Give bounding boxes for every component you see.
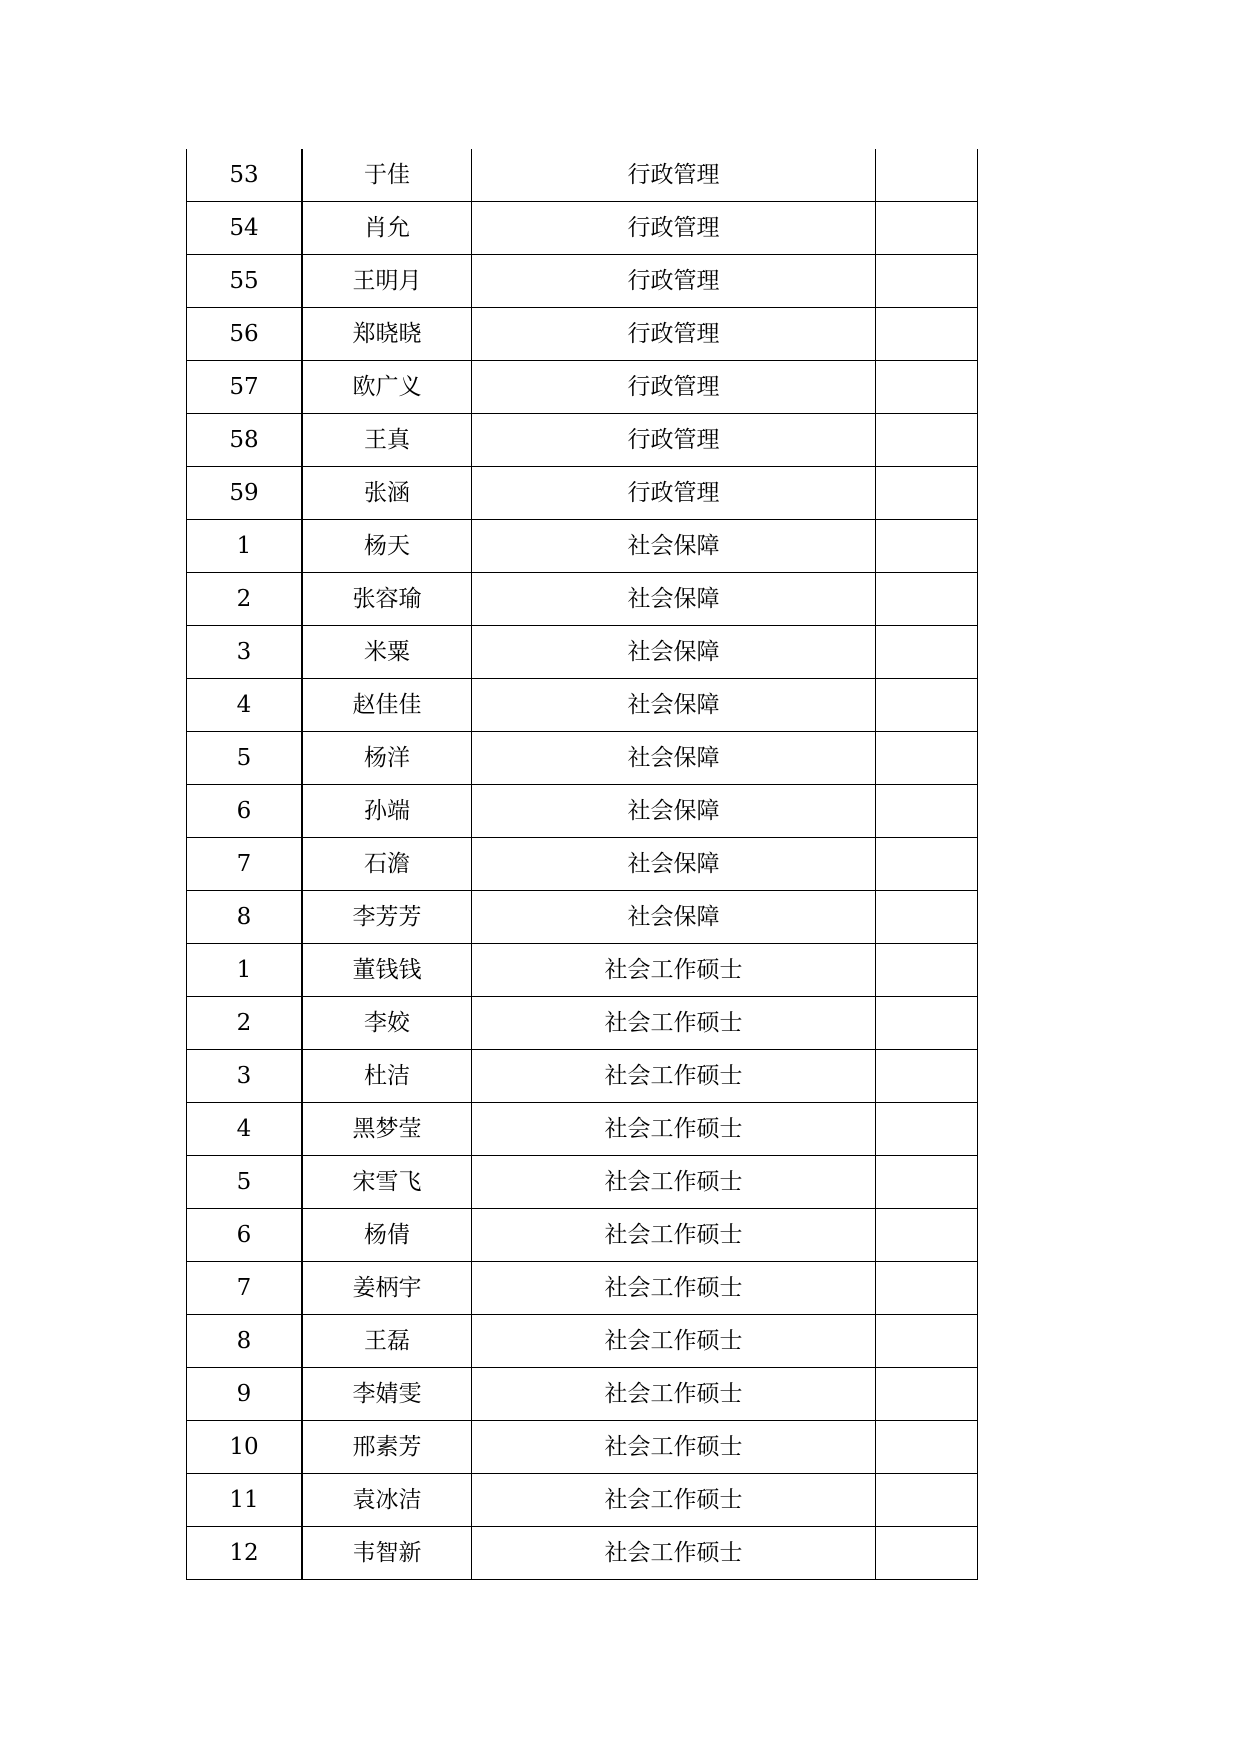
- major-cell: 社会工作硕士: [472, 1262, 876, 1315]
- row-number-cell: 2: [187, 997, 303, 1050]
- row-number-cell: 56: [187, 308, 303, 361]
- remark-cell: [876, 308, 978, 361]
- student-name-cell: 杜洁: [302, 1050, 472, 1103]
- major-cell: 行政管理: [472, 202, 876, 255]
- remark-cell: [876, 679, 978, 732]
- table-row: [187, 1315, 978, 1368]
- remark-cell: [876, 1262, 978, 1315]
- student-name-cell: 石澹: [302, 838, 472, 891]
- major-cell: 社会工作硕士: [472, 1421, 876, 1474]
- table-row: [187, 202, 978, 255]
- remark-cell: [876, 414, 978, 467]
- remark-cell: [876, 1527, 978, 1580]
- student-name-cell: 董钱钱: [302, 944, 472, 997]
- major-cell: 社会保障: [472, 785, 876, 838]
- row-number-cell: 12: [187, 1527, 303, 1580]
- remark-cell: [876, 1368, 978, 1421]
- row-number-cell: 57: [187, 361, 303, 414]
- student-name-cell: 张涵: [302, 467, 472, 520]
- table-row: [187, 626, 978, 679]
- student-name-cell: 韦智新: [302, 1527, 472, 1580]
- table-row: [187, 1527, 978, 1580]
- table-row: [187, 1103, 978, 1156]
- major-cell: 行政管理: [472, 255, 876, 308]
- remark-cell: [876, 1421, 978, 1474]
- major-cell: 社会工作硕士: [472, 1209, 876, 1262]
- table-row: [187, 414, 978, 467]
- remark-cell: [876, 1474, 978, 1527]
- student-name-cell: 王真: [302, 414, 472, 467]
- table-row: [187, 785, 978, 838]
- major-cell: 社会工作硕士: [472, 944, 876, 997]
- row-number-cell: 8: [187, 1315, 303, 1368]
- row-number-cell: 8: [187, 891, 303, 944]
- student-name-cell: 邢素芳: [302, 1421, 472, 1474]
- row-number-cell: 59: [187, 467, 303, 520]
- row-number-cell: 3: [187, 1050, 303, 1103]
- row-number-cell: 55: [187, 255, 303, 308]
- remark-cell: [876, 1103, 978, 1156]
- remark-cell: [876, 732, 978, 785]
- row-number-cell: 1: [187, 520, 303, 573]
- remark-cell: [876, 1156, 978, 1209]
- major-cell: 社会保障: [472, 838, 876, 891]
- table-row: [187, 308, 978, 361]
- major-cell: 行政管理: [472, 414, 876, 467]
- row-number-cell: 4: [187, 1103, 303, 1156]
- table-row: [187, 997, 978, 1050]
- remark-cell: [876, 891, 978, 944]
- table-row: [187, 1262, 978, 1315]
- student-name-cell: 姜柄宇: [302, 1262, 472, 1315]
- major-cell: 社会保障: [472, 520, 876, 573]
- student-name-cell: 李芳芳: [302, 891, 472, 944]
- row-number-cell: 7: [187, 1262, 303, 1315]
- major-cell: 社会保障: [472, 573, 876, 626]
- row-number-cell: 10: [187, 1421, 303, 1474]
- remark-cell: [876, 573, 978, 626]
- table-row: [187, 149, 978, 202]
- table-row: [187, 838, 978, 891]
- major-cell: 行政管理: [472, 361, 876, 414]
- student-name-cell: 杨洋: [302, 732, 472, 785]
- major-cell: 行政管理: [472, 467, 876, 520]
- student-name-cell: 李姣: [302, 997, 472, 1050]
- student-name-cell: 张容瑜: [302, 573, 472, 626]
- student-name-cell: 李婧雯: [302, 1368, 472, 1421]
- remark-cell: [876, 944, 978, 997]
- table-body: [187, 149, 978, 1580]
- major-cell: 社会工作硕士: [472, 1474, 876, 1527]
- row-number-cell: 11: [187, 1474, 303, 1527]
- row-number-cell: 54: [187, 202, 303, 255]
- student-name-cell: 黑梦莹: [302, 1103, 472, 1156]
- table-row: [187, 679, 978, 732]
- remark-cell: [876, 838, 978, 891]
- row-number-cell: 2: [187, 573, 303, 626]
- row-number-cell: 4: [187, 679, 303, 732]
- row-number-cell: 58: [187, 414, 303, 467]
- student-name-cell: 王明月: [302, 255, 472, 308]
- student-name-cell: 杨天: [302, 520, 472, 573]
- table-row: [187, 1421, 978, 1474]
- student-name-cell: 赵佳佳: [302, 679, 472, 732]
- row-number-cell: 6: [187, 785, 303, 838]
- row-number-cell: 1: [187, 944, 303, 997]
- major-cell: 社会工作硕士: [472, 1527, 876, 1580]
- student-name-cell: 米粟: [302, 626, 472, 679]
- table-row: [187, 255, 978, 308]
- student-name-cell: 欧广义: [302, 361, 472, 414]
- row-number-cell: 5: [187, 1156, 303, 1209]
- major-cell: 社会保障: [472, 679, 876, 732]
- remark-cell: [876, 520, 978, 573]
- major-cell: 行政管理: [472, 308, 876, 361]
- row-number-cell: 7: [187, 838, 303, 891]
- row-number-cell: 9: [187, 1368, 303, 1421]
- table-row: [187, 732, 978, 785]
- name-list-table: [186, 149, 978, 1580]
- major-cell: 社会保障: [472, 891, 876, 944]
- table-row: [187, 361, 978, 414]
- major-cell: 社会工作硕士: [472, 1368, 876, 1421]
- student-name-cell: 孙端: [302, 785, 472, 838]
- remark-cell: [876, 467, 978, 520]
- row-number-cell: 6: [187, 1209, 303, 1262]
- table-row: [187, 1209, 978, 1262]
- student-name-cell: 肖允: [302, 202, 472, 255]
- row-number-cell: 5: [187, 732, 303, 785]
- table-row: [187, 467, 978, 520]
- table-row: [187, 573, 978, 626]
- student-name-cell: 杨倩: [302, 1209, 472, 1262]
- student-name-cell: 宋雪飞: [302, 1156, 472, 1209]
- remark-cell: [876, 361, 978, 414]
- remark-cell: [876, 1050, 978, 1103]
- table-row: [187, 944, 978, 997]
- remark-cell: [876, 785, 978, 838]
- remark-cell: [876, 1315, 978, 1368]
- student-name-cell: 于佳: [302, 149, 472, 202]
- student-name-cell: 袁冰洁: [302, 1474, 472, 1527]
- table-row: [187, 891, 978, 944]
- major-cell: 社会工作硕士: [472, 1156, 876, 1209]
- major-cell: 社会保障: [472, 732, 876, 785]
- remark-cell: [876, 202, 978, 255]
- remark-cell: [876, 255, 978, 308]
- remark-cell: [876, 997, 978, 1050]
- table-row: [187, 1050, 978, 1103]
- major-cell: 社会工作硕士: [472, 1315, 876, 1368]
- table-row: [187, 1368, 978, 1421]
- row-number-cell: 3: [187, 626, 303, 679]
- student-name-cell: 王磊: [302, 1315, 472, 1368]
- row-number-cell: 53: [187, 149, 303, 202]
- major-cell: 社会保障: [472, 626, 876, 679]
- major-cell: 社会工作硕士: [472, 1050, 876, 1103]
- major-cell: 社会工作硕士: [472, 997, 876, 1050]
- remark-cell: [876, 149, 978, 202]
- table-row: [187, 1474, 978, 1527]
- major-cell: 社会工作硕士: [472, 1103, 876, 1156]
- student-name-cell: 郑晓晓: [302, 308, 472, 361]
- remark-cell: [876, 1209, 978, 1262]
- major-cell: 行政管理: [472, 149, 876, 202]
- table-row: [187, 520, 978, 573]
- table-row: [187, 1156, 978, 1209]
- remark-cell: [876, 626, 978, 679]
